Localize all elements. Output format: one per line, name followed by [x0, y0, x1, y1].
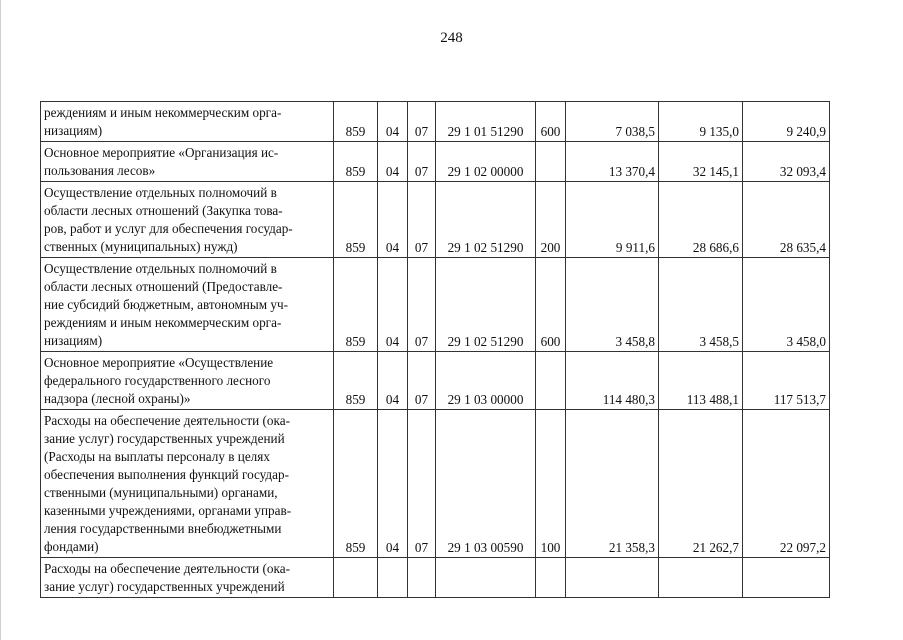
section-code-cell: 04: [378, 102, 408, 142]
expense-name-line: ственными (муниципальными) органами,: [44, 485, 278, 500]
target-article-cell: 29 1 03 00000: [436, 352, 536, 410]
ministry-code-cell: 859: [334, 102, 378, 142]
expense-name-line: низациям): [44, 123, 103, 138]
expense-name-cell: [41, 410, 334, 558]
table-row: [41, 182, 830, 258]
amount-year3-cell: 117 513,7: [743, 352, 830, 410]
expense-name-line: обеспечения выполнения функций государ-: [44, 467, 289, 482]
amount-year1-cell: 13 370,4: [566, 142, 659, 182]
expense-name-line: (Расходы на выплаты персоналу в целях: [44, 449, 270, 464]
amount-year2-cell: 28 686,6: [659, 182, 743, 258]
expense-name-cell: [41, 258, 334, 352]
expense-name-cell: [41, 102, 334, 142]
section-code-cell: 04: [378, 258, 408, 352]
page-number: 248: [440, 30, 463, 46]
expense-name-line: реждениям и иным некоммерческим орга-: [44, 315, 282, 330]
expense-name-line: реждениям и иным некоммерческим орга-: [44, 105, 282, 120]
expense-name-line: казенными учреждениями, органами управ-: [44, 503, 292, 518]
subsection-code-cell: 07: [408, 142, 436, 182]
amount-year3-cell: 22 097,2: [743, 410, 830, 558]
amount-year1-cell: 21 358,3: [566, 410, 659, 558]
expense-type-cell: [536, 142, 566, 182]
expense-name-line: Расходы на обеспечение деятельности (ока-: [44, 413, 290, 428]
target-article-cell: 29 1 02 00000: [436, 142, 536, 182]
expense-name-line: Осуществление отдельных полномочий в: [44, 261, 277, 276]
expense-name-line: фондами): [44, 539, 99, 554]
expense-name-line: области лесных отношений (Предоставле-: [44, 279, 283, 294]
ministry-code-cell: 859: [334, 258, 378, 352]
expense-type-cell: [536, 558, 566, 598]
expense-name-line: Основное мероприятие «Организация ис-: [44, 145, 279, 160]
budget-table: [40, 101, 830, 598]
expense-name-line: ления государственными внебюджетными: [44, 521, 282, 536]
amount-year3-cell: 9 240,9: [743, 102, 830, 142]
expense-name-line: Осуществление отдельных полномочий в: [44, 185, 277, 200]
amount-year3-cell: [743, 558, 830, 598]
ministry-code-cell: 859: [334, 142, 378, 182]
expense-name-line: ние субсидий бюджетным, автономным уч-: [44, 297, 288, 312]
ministry-code-cell: [334, 558, 378, 598]
section-code-cell: 04: [378, 410, 408, 558]
table-row: [41, 352, 830, 410]
ministry-code-cell: 859: [334, 410, 378, 558]
expense-name-line: Расходы на обеспечение деятельности (ока-: [44, 561, 290, 576]
table-row: [41, 102, 830, 142]
scan-edge-line: [0, 0, 1, 640]
expense-name-line: Основное мероприятие «Осуществление: [44, 355, 274, 370]
target-article-cell: 29 1 02 51290: [436, 258, 536, 352]
subsection-code-cell: 07: [408, 258, 436, 352]
target-article-cell: 29 1 02 51290: [436, 182, 536, 258]
subsection-code-cell: 07: [408, 102, 436, 142]
amount-year2-cell: [659, 558, 743, 598]
target-article-cell: 29 1 01 51290: [436, 102, 536, 142]
section-code-cell: 04: [378, 142, 408, 182]
expense-name-line: зание услуг) государственных учреждений: [44, 431, 285, 446]
expense-name-line: федерального государственного лесного: [44, 373, 271, 388]
expense-name-line: ров, работ и услуг для обеспечения государ-: [44, 221, 293, 236]
expense-name-cell: [41, 558, 334, 598]
subsection-code-cell: 07: [408, 410, 436, 558]
amount-year2-cell: 9 135,0: [659, 102, 743, 142]
expense-name-line: зание услуг) государственных учреждений: [44, 579, 285, 594]
section-code-cell: 04: [378, 182, 408, 258]
ministry-code-cell: 859: [334, 352, 378, 410]
ministry-code-cell: 859: [334, 182, 378, 258]
subsection-code-cell: [408, 558, 436, 598]
expense-type-cell: 600: [536, 102, 566, 142]
table-body: [41, 102, 830, 598]
subsection-code-cell: 07: [408, 182, 436, 258]
amount-year1-cell: 114 480,3: [566, 352, 659, 410]
amount-year1-cell: [566, 558, 659, 598]
amount-year1-cell: 3 458,8: [566, 258, 659, 352]
section-code-cell: 04: [378, 352, 408, 410]
amount-year2-cell: 21 262,7: [659, 410, 743, 558]
amount-year2-cell: 113 488,1: [659, 352, 743, 410]
expense-name-line: ственных (муниципальных) нужд): [44, 239, 238, 254]
target-article-cell: 29 1 03 00590: [436, 410, 536, 558]
expense-type-cell: 100: [536, 410, 566, 558]
table-row: [41, 258, 830, 352]
amount-year3-cell: 28 635,4: [743, 182, 830, 258]
expense-type-cell: 200: [536, 182, 566, 258]
amount-year3-cell: 32 093,4: [743, 142, 830, 182]
expense-name-line: надзора (лесной охраны)»: [44, 391, 191, 406]
amount-year2-cell: 3 458,5: [659, 258, 743, 352]
amount-year3-cell: 3 458,0: [743, 258, 830, 352]
subsection-code-cell: 07: [408, 352, 436, 410]
amount-year1-cell: 7 038,5: [566, 102, 659, 142]
table-row: [41, 410, 830, 558]
amount-year1-cell: 9 911,6: [566, 182, 659, 258]
expense-name-line: низациям): [44, 333, 103, 348]
table-row: [41, 142, 830, 182]
table-row: [41, 558, 830, 598]
expense-name-line: области лесных отношений (Закупка това-: [44, 203, 283, 218]
expense-type-cell: 600: [536, 258, 566, 352]
expense-name-cell: [41, 142, 334, 182]
target-article-cell: [436, 558, 536, 598]
expense-type-cell: [536, 352, 566, 410]
expense-name-line: пользования лесов»: [44, 163, 156, 178]
expense-name-cell: [41, 352, 334, 410]
amount-year2-cell: 32 145,1: [659, 142, 743, 182]
expense-name-cell: [41, 182, 334, 258]
section-code-cell: [378, 558, 408, 598]
